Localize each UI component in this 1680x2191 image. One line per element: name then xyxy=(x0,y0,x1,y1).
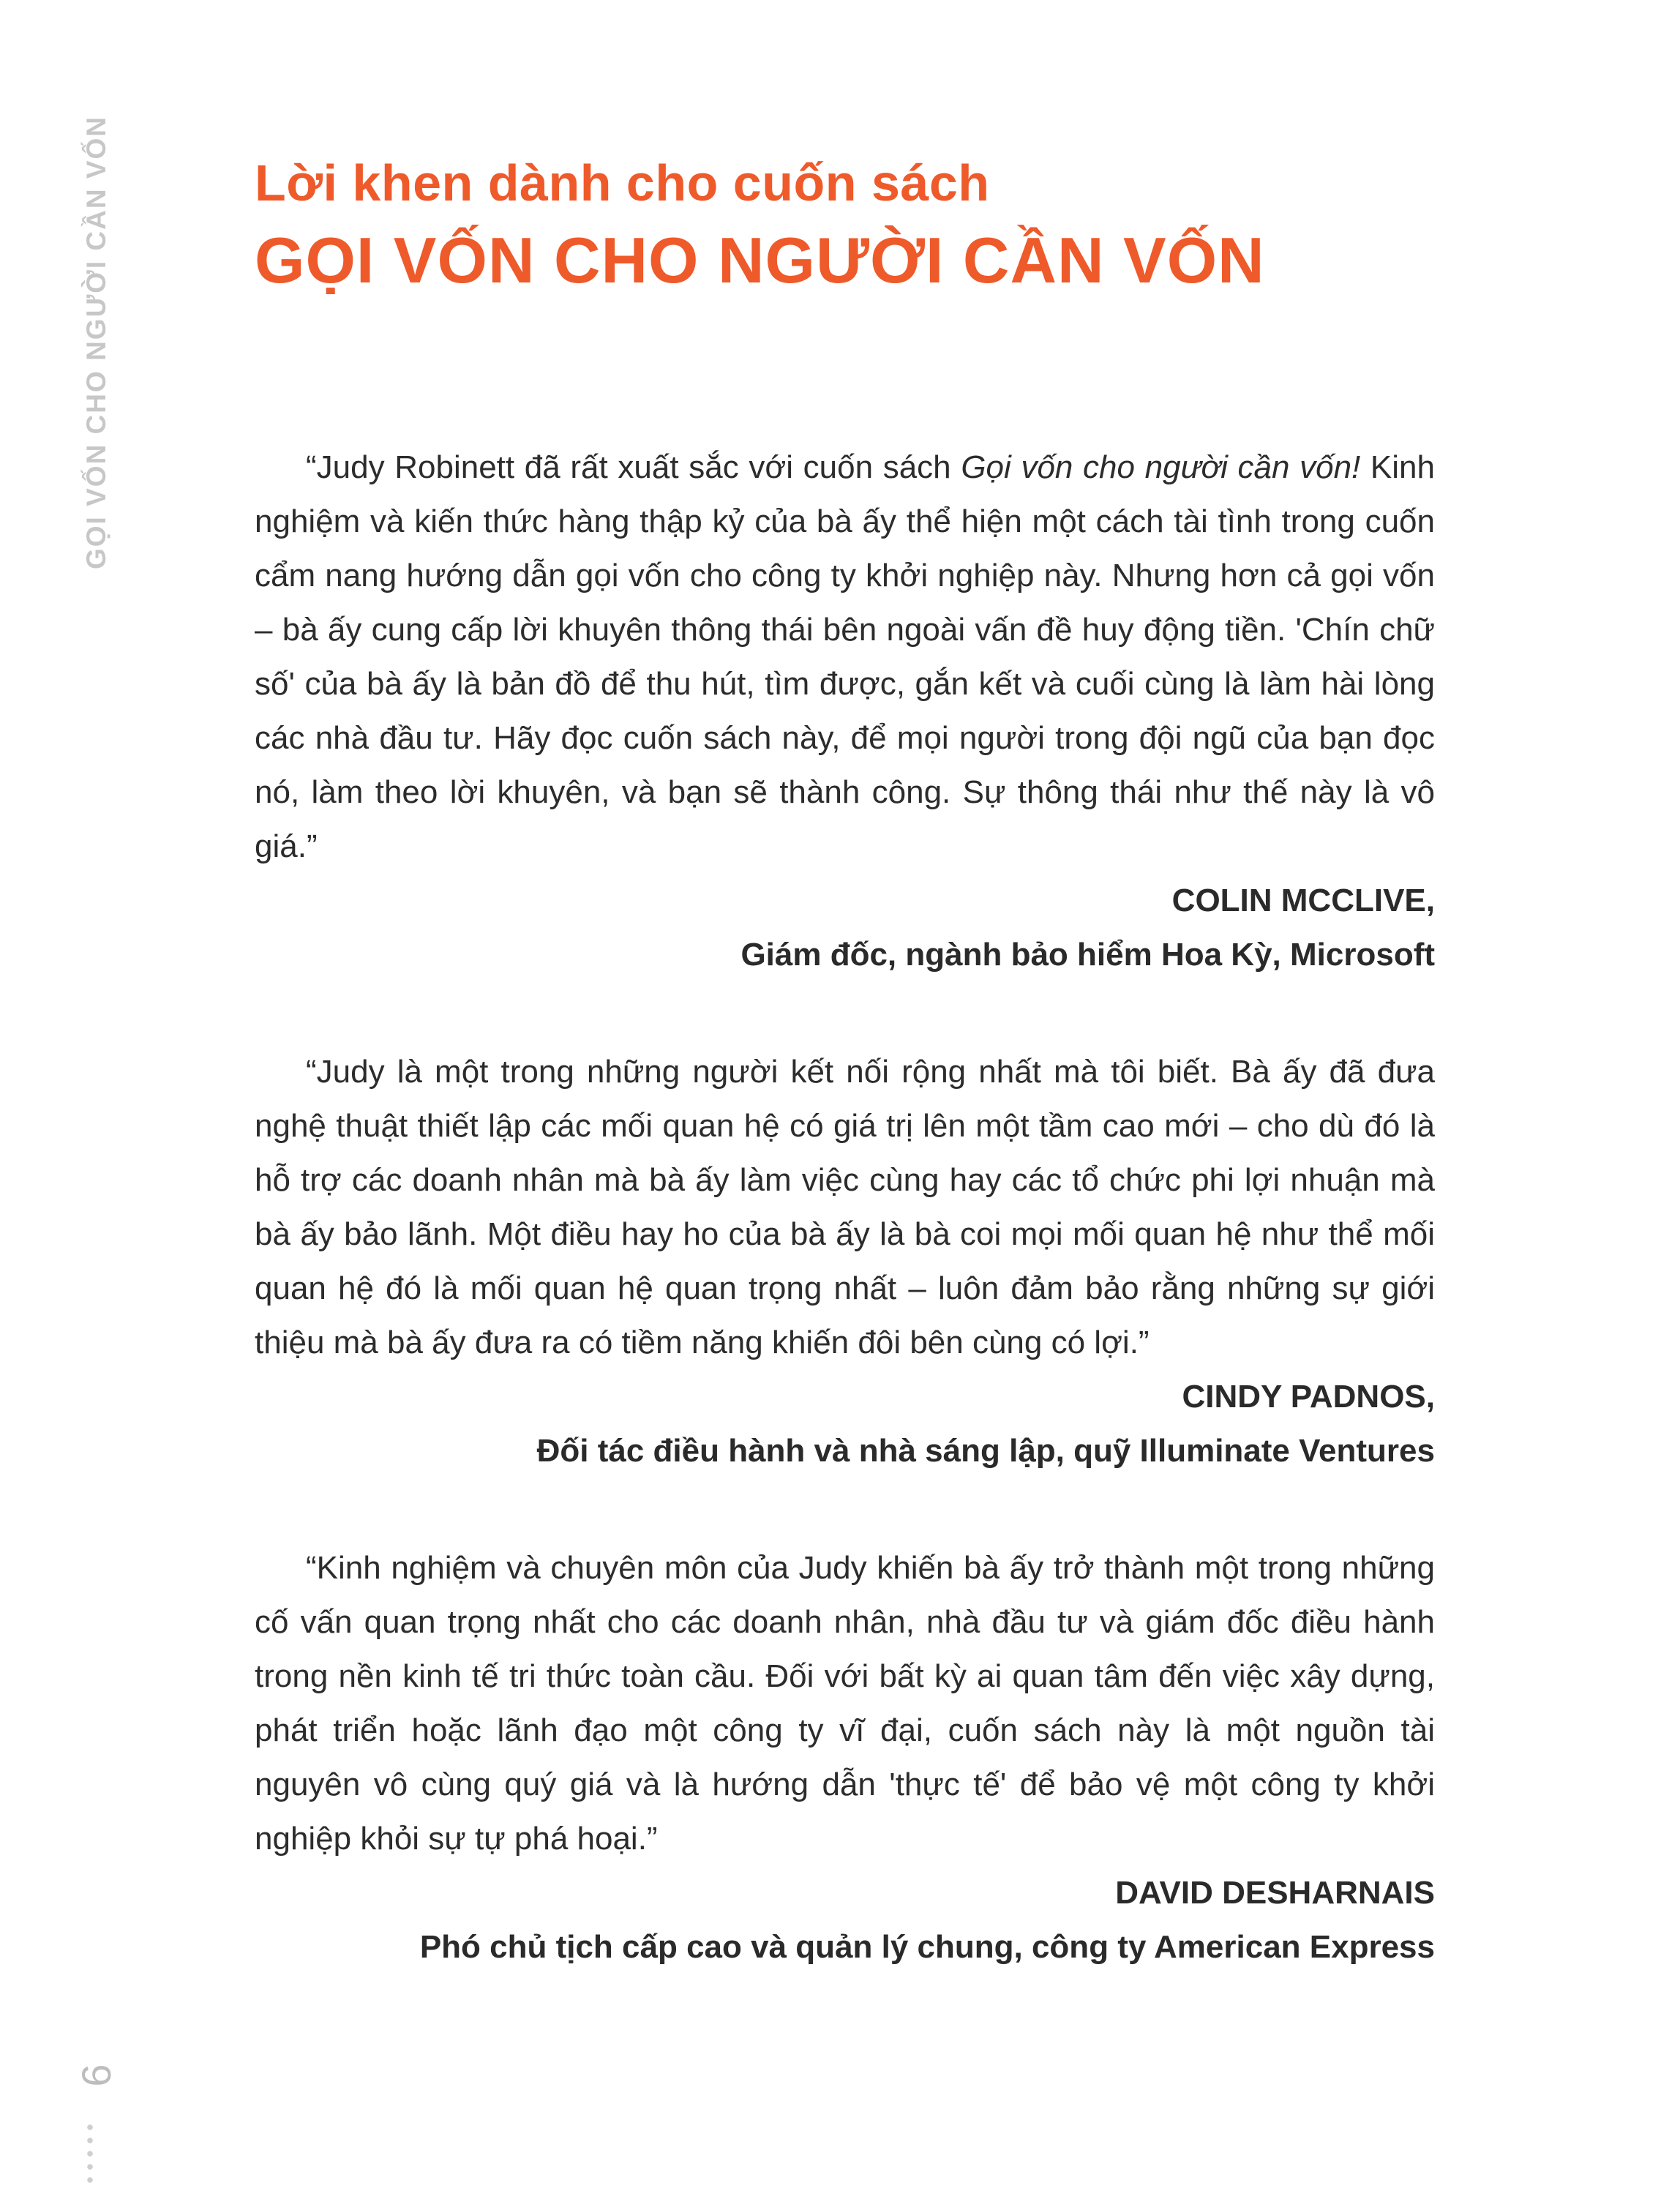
testimonial xyxy=(255,1045,1435,1478)
running-header-vertical: GỌI VỐN CHO NGƯỜI CẦN VỐN xyxy=(81,115,111,569)
testimonial-quote: “Judy là một trong những người kết nối rộng nhất mà tôi biết. Bà ấy đã đưa nghệ thuật thiết lập các mối quan hệ có giá trị lên một tầm cao mới – cho dù đó là hỗ trợ các doanh nhân mà bà ấy làm việc cùng hay các tổ chức phi lợi nhuận mà bà ấy bảo lãnh. Một điều hay ho của bà ấy là bà coi mọi mối quan hệ như thể mối quan hệ đó là mối quan hệ quan trọng nhất – luôn đảm bảo rằng những sự giới thiệu mà bà ấy đưa ra có tiềm năng khiến đôi bên cùng có lợi.” xyxy=(255,1054,1435,1360)
testimonial-author-role: Giám đốc, ngành bảo hiểm Hoa Kỳ, Microsoft xyxy=(740,937,1435,973)
testimonial-author-name: CINDY PADNOS, xyxy=(1182,1379,1435,1415)
testimonial-author-role: Phó chủ tịch cấp cao và quản lý chung, công ty American Express xyxy=(419,1929,1435,1965)
testimonial-author-name: DAVID DESHARNAIS xyxy=(1115,1875,1435,1911)
heading-book-title: GỌI VỐN CHO NGƯỜI CẦN VỐN xyxy=(255,224,1265,296)
heading-subtitle: Lời khen dành cho cuốn sách xyxy=(255,154,990,211)
book-title-italic: Gọi vốn cho người cần vốn! xyxy=(961,449,1361,485)
testimonial-author-name: COLIN MCCLIVE, xyxy=(1171,883,1435,918)
page-dots-decoration xyxy=(86,2121,94,2187)
testimonials-list xyxy=(255,441,1435,2037)
testimonial-author-role: Đối tác điều hành và nhà sáng lập, quỹ Illuminate Ventures xyxy=(536,1433,1435,1469)
page-heading xyxy=(255,150,1499,301)
testimonial-quote: “Kinh nghiệm và chuyên môn của Judy khiến bà ấy trở thành một trong những cố vấn quan trọng nhất cho các doanh nhân, nhà đầu tư và giám đốc điều hành trong nền kinh tế tri thức toàn cầu. Đối với bất kỳ ai quan tâm đến việc xây dựng, phát triển hoặc lãnh đạo một công ty vĩ đại, cuốn sách này là một nguồn tài nguyên vô cùng quý giá và là hướng dẫn 'thực tế' để bảo vệ một công ty khởi nghiệp khỏi sự tự phá hoại.” xyxy=(255,1550,1435,1857)
testimonial-quote: “Judy Robinett đã rất xuất sắc với cuốn sách Gọi vốn cho người cần vốn! Kinh nghiệm và kiến thức hàng thập kỷ của bà ấy thể hiện một cách tài tình trong cuốn cẩm nang hướng dẫn gọi vốn cho công ty khởi nghiệp này. Nhưng hơn cả gọi vốn – bà ấy cung cấp lời khuyên thông thái bên ngoài vấn đề huy động tiền. 'Chín chữ số' của bà ấy là bản đồ để thu hút, tìm được, gắn kết và cuối cùng là làm hài lòng các nhà đầu tư. Hãy đọc cuốn sách này, để mọi người trong đội ngũ của bạn đọc nó, làm theo lời khuyên, và bạn sẽ thành công. Sự thông thái như thế này là vô giá.” xyxy=(255,449,1435,864)
page-number: 6 xyxy=(72,2064,119,2087)
testimonial xyxy=(255,1541,1435,1974)
testimonial xyxy=(255,441,1435,982)
